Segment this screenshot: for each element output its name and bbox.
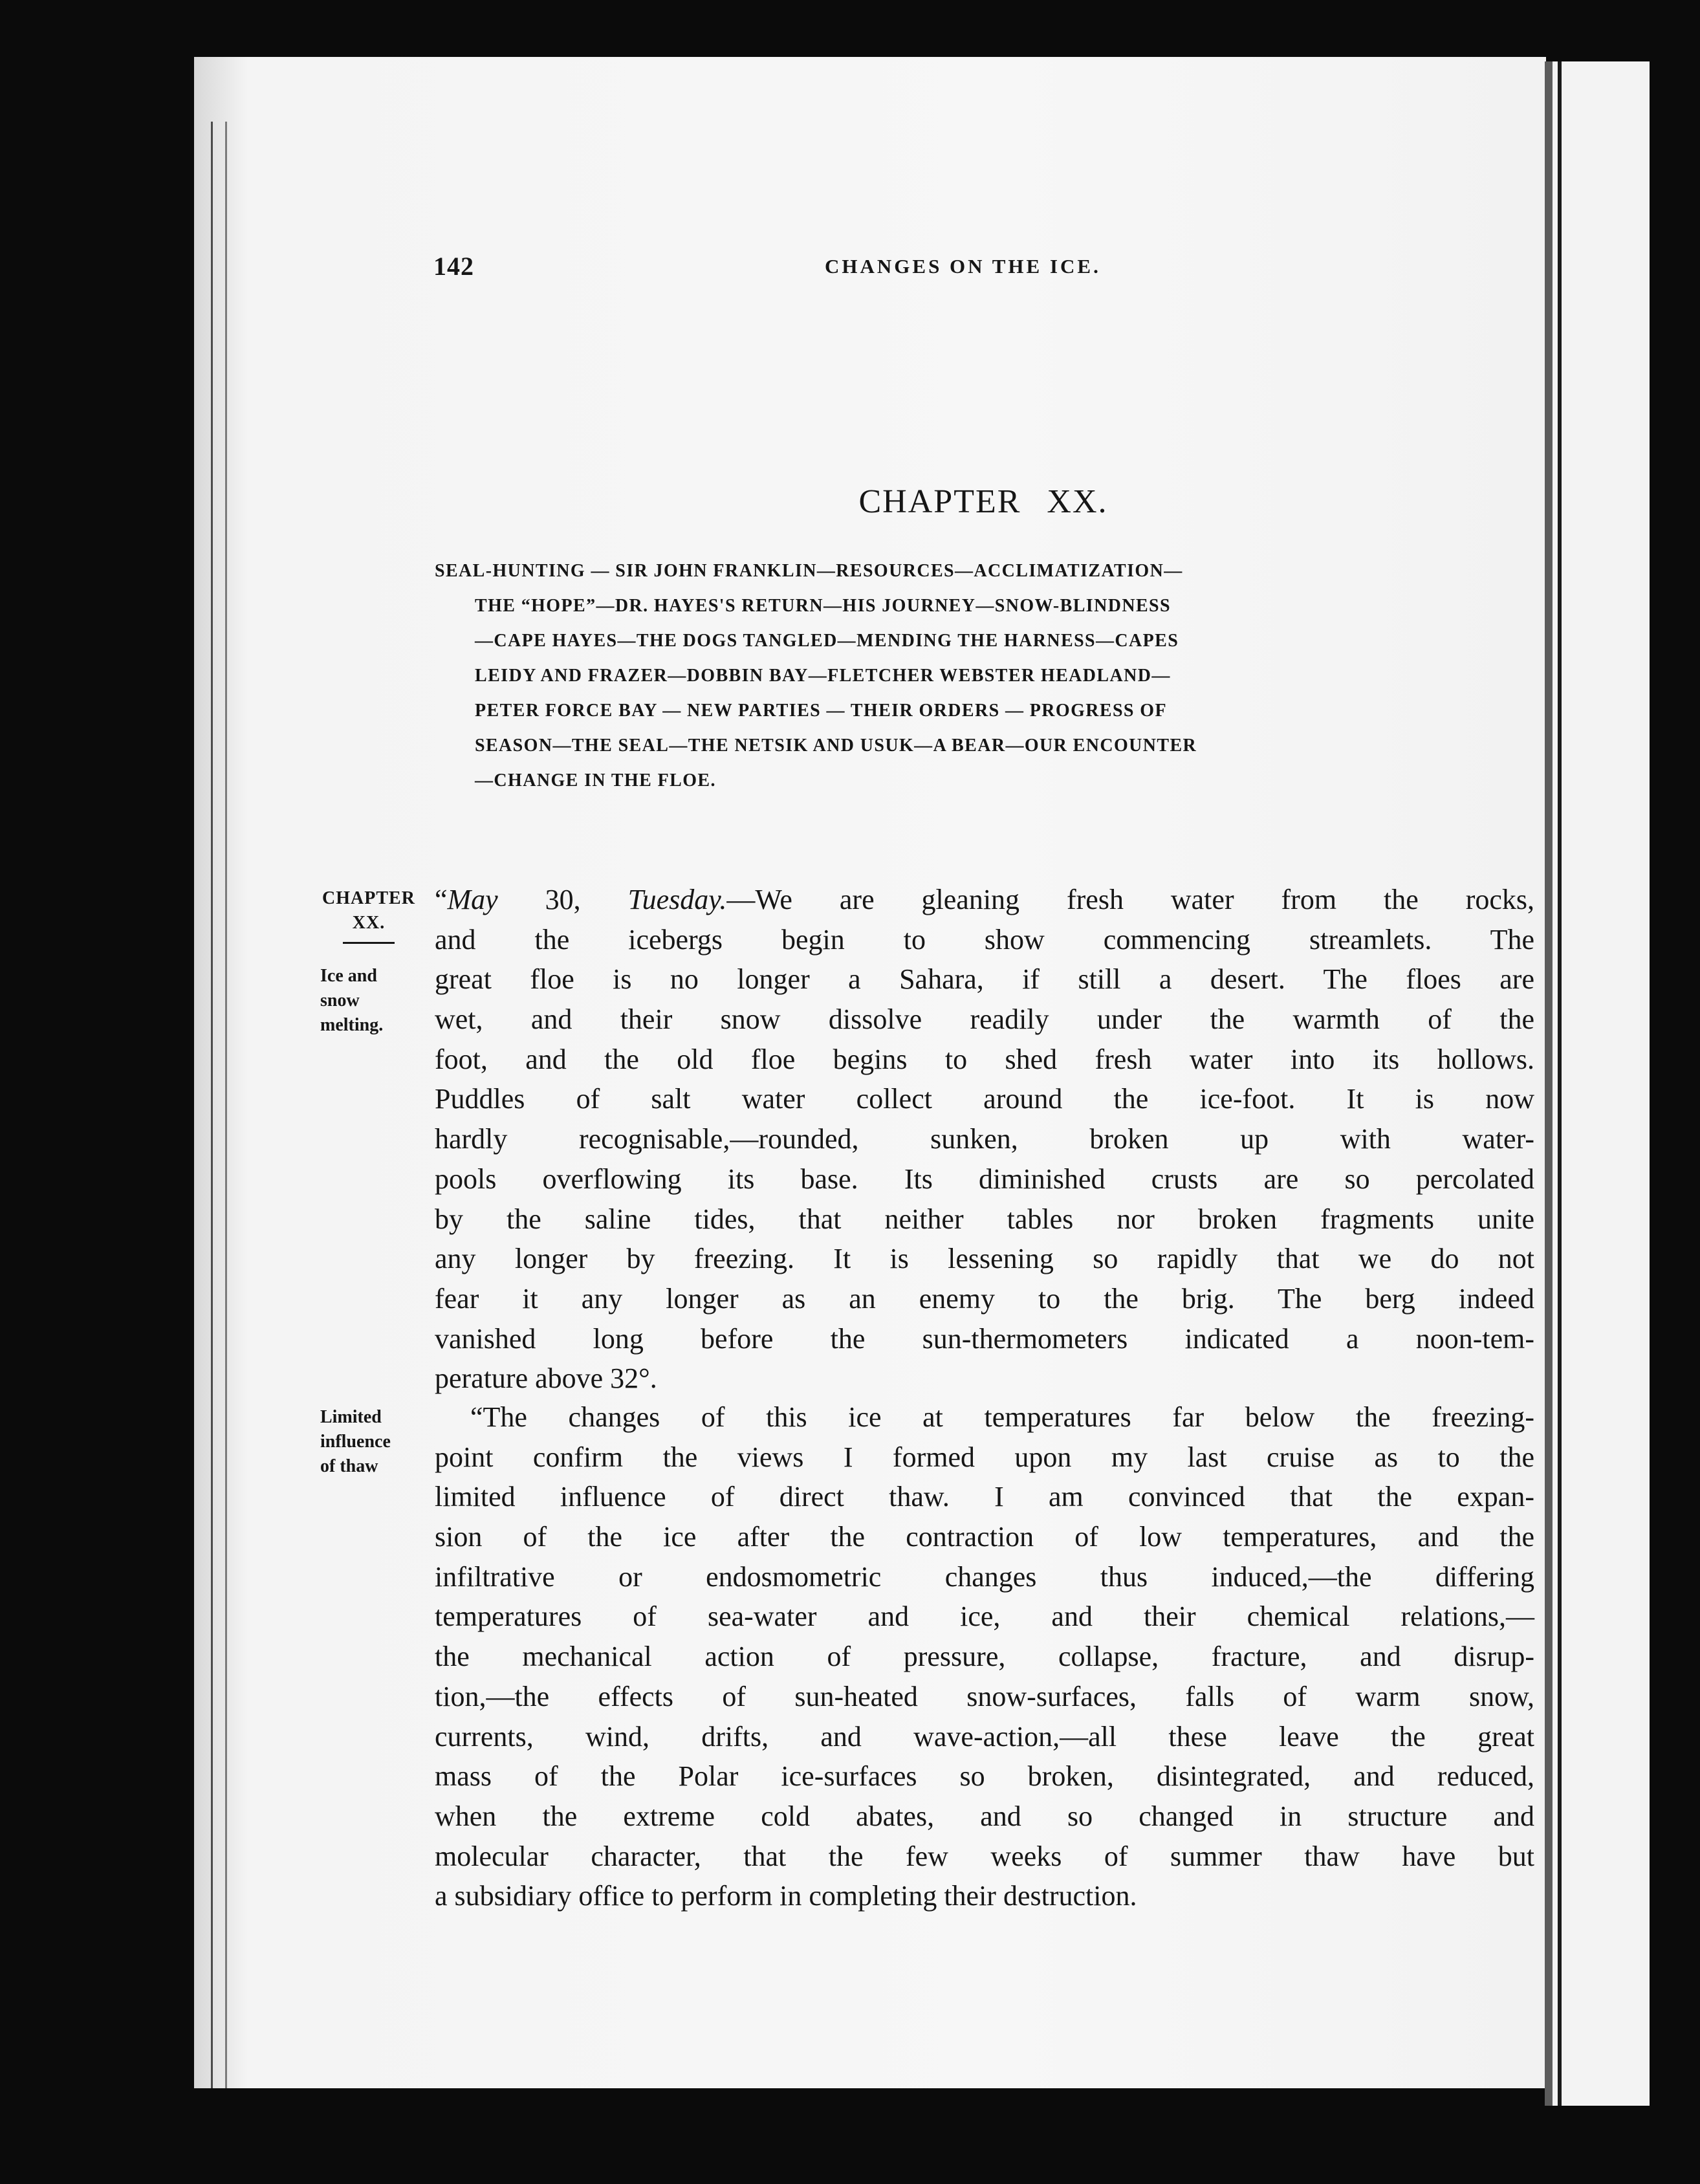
sidenote-line: Limited xyxy=(320,1407,382,1427)
paragraph-line: sion of the ice after the contraction of low temperatures, and the xyxy=(435,1521,1534,1553)
date-day: Tuesday. xyxy=(627,884,727,915)
paragraph-line: vanished long before the sun-thermometers indicated a noon-tem- xyxy=(435,1322,1534,1355)
paragraph-2 xyxy=(435,1397,1534,1916)
synopsis-line: —CHANGE IN THE FLOE. xyxy=(475,770,716,791)
adjacent-page-edge xyxy=(1545,61,1650,2106)
synopsis-line: PETER FORCE BAY — NEW PARTIES — THEIR ORDERS — PROGRESS OF xyxy=(475,701,1167,721)
paragraph-line: perature above 32°. xyxy=(435,1362,657,1395)
paragraph-line: a subsidiary office to perform in completing their destruction. xyxy=(435,1880,1137,1912)
paragraph-line: hardly recognisable,—rounded, sunken, broken up with water- xyxy=(435,1123,1534,1155)
sidenote-limited-influence xyxy=(320,1405,391,1479)
paragraph-line: any longer by freezing. It is lessening so rapidly that we do not xyxy=(435,1243,1534,1275)
sidenote-line: CHAPTER xyxy=(322,888,415,908)
paragraph-1 xyxy=(435,880,1534,1399)
page-edge-shadow xyxy=(1558,61,1562,2106)
sidenote-rule xyxy=(343,942,395,944)
synopsis-line: —CAPE HAYES—THE DOGS TANGLED—MENDING THE HARNESS—CAPES xyxy=(475,631,1179,651)
paragraph-line: “The changes of this ice at temperatures far below the freezing- xyxy=(470,1401,1534,1433)
paragraph-line: temperatures of sea-water and ice, and their chemical relations,— xyxy=(435,1600,1534,1633)
paragraph-text: —We are gleaning fresh water from the rocks, xyxy=(726,884,1535,915)
synopsis-line: SEAL-HUNTING — SIR JOHN FRANKLIN—RESOURCES—ACCLIMATIZATION— xyxy=(435,561,1183,581)
paragraph-line: and the icebergs begin to show commencing streamlets. The xyxy=(435,923,1534,956)
paragraph-line: by the saline tides, that neither tables nor broken fragments unite xyxy=(435,1203,1534,1235)
sidenote-ice-and-snow xyxy=(320,964,383,1038)
paragraph-line: currents, wind, drifts, and wave-action,—all these leave the great xyxy=(435,1720,1534,1753)
chapter-numeral: XX. xyxy=(1047,483,1108,520)
opening-quote: “ xyxy=(435,884,448,915)
paragraph-line xyxy=(435,880,1534,920)
paragraph-line: mass of the Polar ice-surfaces so broken, disintegrated, and reduced, xyxy=(435,1760,1534,1793)
paragraph-line: tion,—the effects of sun-heated snow-surfaces, falls of warm snow, xyxy=(435,1680,1534,1712)
synopsis-line: LEIDY AND FRAZER—DOBBIN BAY—FLETCHER WEBSTER HEADLAND— xyxy=(475,666,1171,686)
sidenote-line: melting. xyxy=(320,1015,384,1035)
gutter-line xyxy=(225,122,227,2088)
chapter-synopsis xyxy=(435,554,1534,798)
book-page xyxy=(194,57,1546,2088)
sidenote-line: XX. xyxy=(352,913,386,933)
paragraph-line: wet, and their snow dissolve readily under the warmth of the xyxy=(435,1003,1534,1036)
sidenote-line: snow xyxy=(320,990,360,1010)
chapter-word: CHAPTER xyxy=(858,483,1021,520)
paragraph-line: infiltrative or endosmometric changes thus induced,—the differing xyxy=(435,1560,1534,1593)
paragraph-line: point confirm the views I formed upon my last cruise as to the xyxy=(435,1441,1534,1473)
date-number: 30, xyxy=(497,884,628,915)
sidenote-line: Ice and xyxy=(320,966,377,986)
page-header xyxy=(433,251,1533,290)
paragraph-line: pools overflowing its base. Its diminished crusts are so percolated xyxy=(435,1163,1534,1195)
sidenote-line: influence xyxy=(320,1432,391,1452)
paragraph-line: foot, and the old floe begins to shed fresh water into its hollows. xyxy=(435,1043,1534,1075)
date-month: May xyxy=(447,884,498,915)
synopsis-line: THE “HOPE”—DR. HAYES'S RETURN—HIS JOURNEY—SNOW-BLINDNESS xyxy=(475,596,1171,616)
paragraph-line: limited influence of direct thaw. I am convinced that the expan- xyxy=(435,1481,1534,1513)
paragraph-line: molecular character, that the few weeks of summer thaw have but xyxy=(435,1840,1534,1872)
page-number: 142 xyxy=(433,252,474,281)
running-head: CHANGES ON THE ICE. xyxy=(825,255,1101,278)
synopsis-line: SEASON—THE SEAL—THE NETSIK AND USUK—A BEAR—OUR ENCOUNTER xyxy=(475,736,1197,756)
paragraph-line: great floe is no longer a Sahara, if still a desert. The floes are xyxy=(435,963,1534,996)
gutter-line xyxy=(211,122,213,2088)
paragraph-line: Puddles of salt water collect around the ice-foot. It is now xyxy=(435,1083,1534,1115)
paragraph-line: the mechanical action of pressure, collapse, fracture, and disrup- xyxy=(435,1641,1534,1673)
paragraph-line: when the extreme cold abates, and so changed in structure and xyxy=(435,1800,1534,1832)
sidenote-line: of thaw xyxy=(320,1456,378,1476)
paragraph-line: fear it any longer as an enemy to the brig. The berg indeed xyxy=(435,1282,1534,1315)
chapter-title xyxy=(433,483,1533,521)
sidenote-chapter xyxy=(320,886,417,944)
